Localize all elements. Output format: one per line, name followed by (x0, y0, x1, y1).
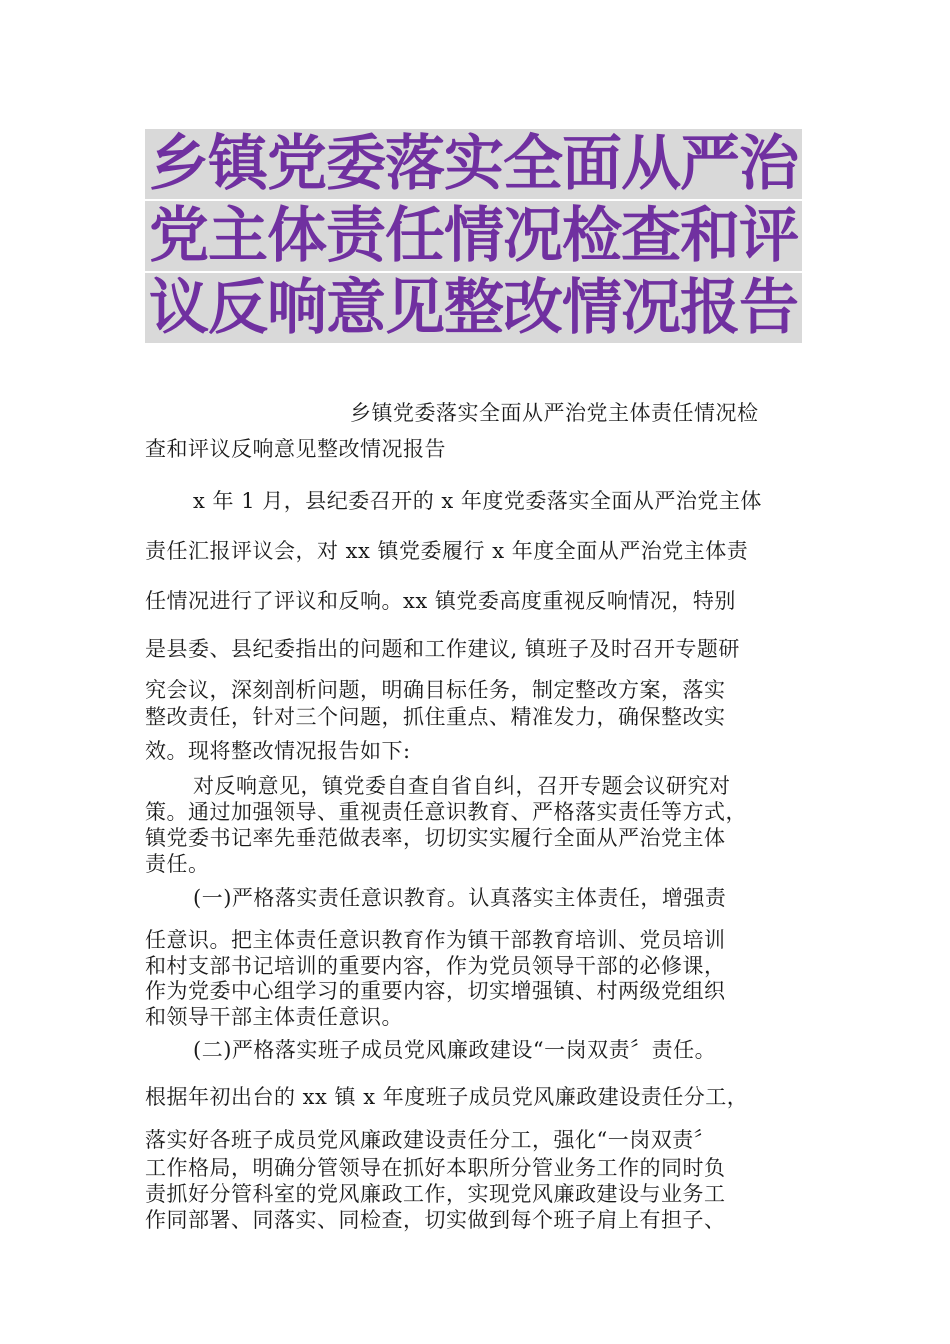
body-line: 责任汇报评议会，对 xx 镇党委履行 x 年度全面从严治党主体责 (145, 539, 749, 563)
title-line (145, 200, 810, 272)
body-line: 策。通过加强领导、重视责任意识教育、严格落实责任等方式， (145, 800, 747, 824)
body-line: (一)严格落实责任意识教育。认真落实主体责任，增强责 (193, 886, 727, 910)
body-line: (二)严格落实班子成员党风廉政建设“一岗双责〞责任。 (193, 1038, 717, 1062)
body-line: 任情况进行了评议和反响。xx 镇党委高度重视反响情况，特别 (145, 589, 736, 613)
title-line-text: 党主体责任情况检查和评 (145, 201, 802, 271)
body-line: 责抓好分管科室的党风廉政工作，实现党风廉政建设与业务工 (145, 1182, 726, 1206)
body-line: 落实好各班子成员党风廉政建设责任分工，强化“一岗双责〞 (145, 1128, 716, 1152)
body-line: 对反响意见，镇党委自查自省自纠，召开专题会议研究对 (193, 774, 731, 798)
subtitle-line: 查和评议反响意见整改情况报告 (145, 437, 446, 461)
title-line-text: 议反响意见整改情况报告 (145, 273, 802, 343)
body-line: 镇党委书记率先垂范做表率，切切实实履行全面从严治党主体 (145, 826, 726, 850)
subtitle-line: 乡镇党委落实全面从严治党主体责任情况检 (350, 401, 759, 425)
body-line: 究会议，深刻剖析问题，明确目标任务，制定整改方案，落实 (145, 678, 726, 702)
body-line: 是县委、县纪委指出的问题和工作建议, 镇班子及时召开专题研 (145, 637, 740, 661)
body-line: 和村支部书记培训的重要内容，作为党员领导干部的必修课， (145, 954, 726, 978)
title-line (145, 128, 810, 200)
title-line-text: 乡镇党委落实全面从严治 (145, 129, 802, 199)
title-line (145, 272, 810, 344)
body-line: 工作格局，明确分管领导在抓好本职所分管业务工作的同时负 (145, 1156, 726, 1180)
document-title (145, 128, 810, 344)
body-line: 整改责任，针对三个问题，抓住重点、精准发力，确保整改实 (145, 705, 726, 729)
body-line: 根据年初出台的 xx 镇 x 年度班子成员党风廉政建设责任分工， (145, 1085, 749, 1109)
body-line: 责任。 (145, 852, 210, 876)
body-line: 任意识。把主体责任意识教育作为镇干部教育培训、党员培训 (145, 928, 726, 952)
body-line: 作同部署、同落实、同检查，切实做到每个班子肩上有担子、 (145, 1208, 726, 1232)
body-line: 作为党委中心组学习的重要内容，切实增强镇、村两级党组织 (145, 979, 726, 1003)
body-line: 效。现将整改情况报告如下: (145, 739, 411, 763)
body-line: 和领导干部主体责任意识。 (145, 1005, 403, 1029)
body-line: x 年 1 月，县纪委召开的 x 年度党委落实全面从严治党主体 (193, 489, 762, 513)
